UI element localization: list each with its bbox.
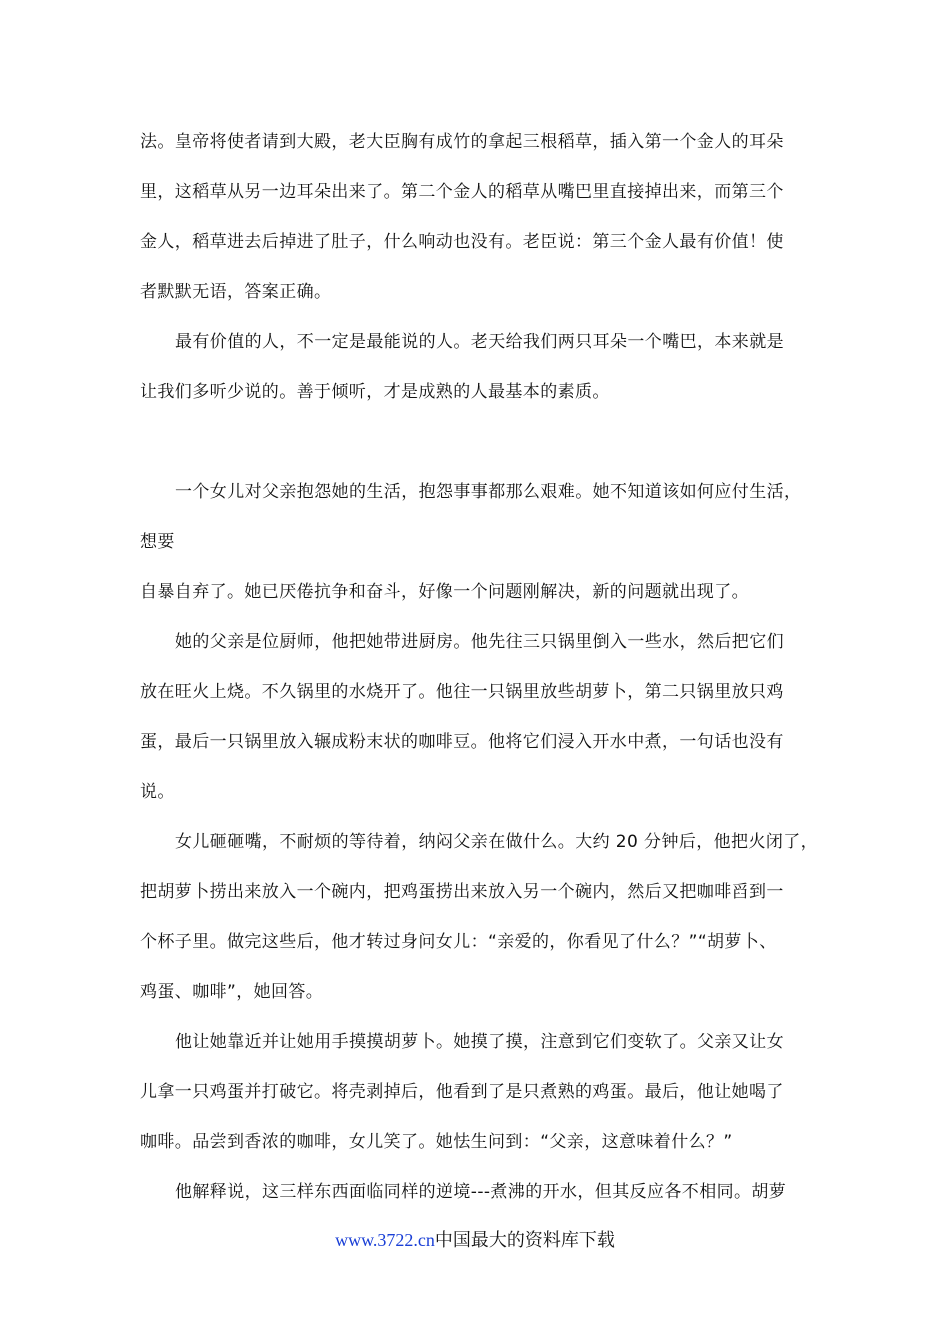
page-footer <box>0 1228 950 1252</box>
text-line: 让我们多听少说的。善于倾听，才是成熟的人最基本的素质。 <box>140 382 610 402</box>
text-line: 者默默无语，答案正确。 <box>140 282 332 302</box>
text-line: 自暴自弃了。她已厌倦抗争和奋斗，好像一个问题刚解决，新的问题就出现了。 <box>140 582 749 602</box>
text-line: 放在旺火上烧。不久锅里的水烧开了。他往一只锅里放些胡萝卜，第二只锅里放只鸡 <box>140 682 784 702</box>
footer-link[interactable]: www.3722.cn <box>335 1230 435 1250</box>
text-line: 法。皇帝将使者请到大殿，老大臣胸有成竹的拿起三根稻草，插入第一个金人的耳朵 <box>140 132 784 152</box>
text-line: 儿拿一只鸡蛋并打破它。将壳剥掉后，他看到了是只煮熟的鸡蛋。最后，他让她喝了 <box>140 1082 784 1102</box>
text-line: 他解释说，这三样东西面临同样的逆境---煮沸的开水，但其反应各不相同。胡萝 <box>175 1182 787 1202</box>
text-line: 他让她靠近并让她用手摸摸胡萝卜。她摸了摸，注意到它们变软了。父亲又让女 <box>175 1032 784 1052</box>
footer-text: 中国最大的资料库下载 <box>434 1230 615 1250</box>
text-line: 说。 <box>140 782 175 802</box>
text-line: 她的父亲是位厨师，他把她带进厨房。他先往三只锅里倒入一些水，然后把它们 <box>175 632 784 652</box>
text-line: 蛋，最后一只锅里放入辗成粉末状的咖啡豆。他将它们浸入开水中煮，一句话也没有 <box>140 732 784 752</box>
text-line: 咖啡。品尝到香浓的咖啡，女儿笑了。她怯生问到：“父亲，这意味着什么？” <box>140 1132 733 1152</box>
text-line: 鸡蛋、咖啡”，她回答。 <box>140 982 324 1002</box>
text-line: 把胡萝卜捞出来放入一个碗内，把鸡蛋捞出来放入另一个碗内，然后又把咖啡舀到一 <box>140 882 784 902</box>
text-line: 最有价值的人，不一定是最能说的人。老天给我们两只耳朵一个嘴巴，本来就是 <box>175 332 784 352</box>
text-line: 女儿砸砸嘴，不耐烦的等待着，纳闷父亲在做什么。大约 20 分钟后，他把火闭了， <box>175 832 819 852</box>
text-line: 里，这稻草从另一边耳朵出来了。第二个金人的稻草从嘴巴里直接掉出来，而第三个 <box>140 182 784 202</box>
text-line: 金人，稻草进去后掉进了肚子，什么响动也没有。老臣说：第三个金人最有价值！使 <box>140 232 784 252</box>
text-line: 个杯子里。做完这些后，他才转过身问女儿：“亲爱的，你看见了什么？”“胡萝卜、 <box>140 932 777 952</box>
text-line: 想要 <box>140 532 175 552</box>
text-line: 一个女儿对父亲抱怨她的生活，抱怨事事都那么艰难。她不知道该如何应付生活， <box>175 482 802 502</box>
